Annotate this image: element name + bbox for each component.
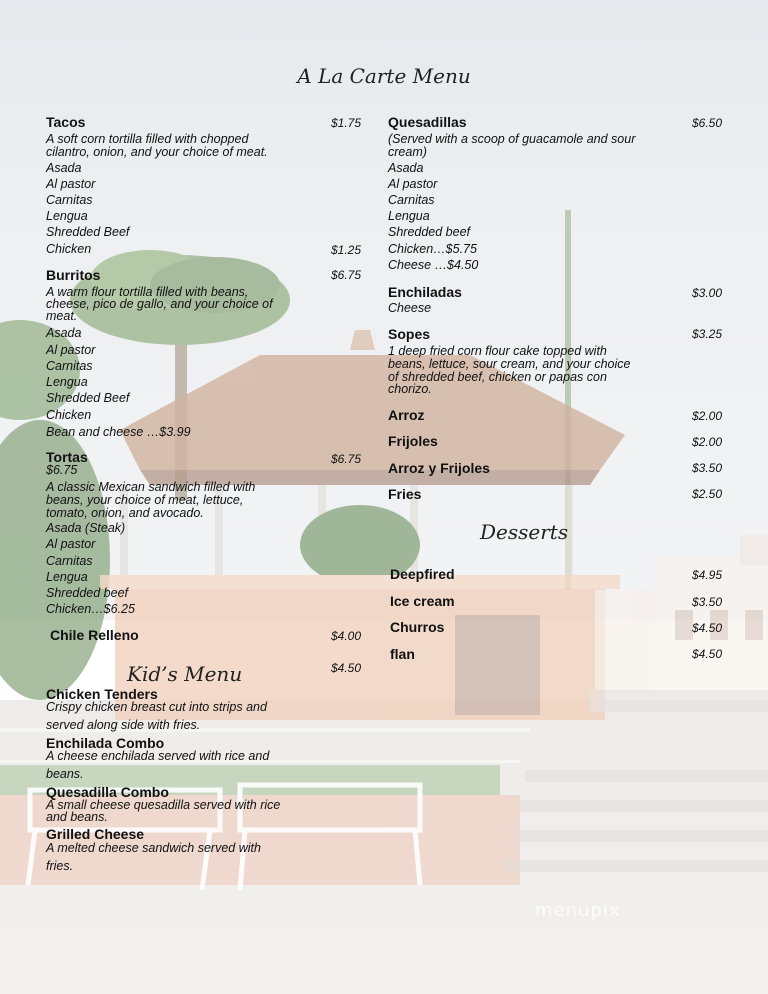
- enchiladas-price: $3.00: [692, 286, 723, 300]
- burritos-item: Bean and cheese …$3.99: [46, 425, 191, 439]
- sopes-desc-line: chorizo.: [388, 382, 432, 396]
- kids-item-name: Grilled Cheese: [46, 826, 145, 842]
- kids-item-desc-line: A cheese enchilada served with rice and: [46, 749, 270, 763]
- tacos-item: Asada: [46, 161, 82, 175]
- tortas-item: Carnitas: [46, 554, 93, 568]
- sopes-heading: Sopes: [388, 326, 431, 342]
- kids-item-name: Enchilada Combo: [46, 735, 165, 751]
- tacos-item: Chicken: [46, 242, 92, 256]
- side-price: $2.00: [692, 409, 723, 423]
- burritos-desc-line: meat.: [46, 309, 78, 323]
- enchiladas-heading: Enchiladas: [388, 284, 462, 300]
- tortas-item: Chicken…$6.25: [46, 602, 135, 616]
- dessert-price: $3.50: [692, 595, 723, 609]
- dessert-price: $4.50: [692, 621, 723, 635]
- kids-menu-price: $4.50: [331, 661, 362, 675]
- burritos-desc-line: A warm flour tortilla filled with beans,: [46, 285, 249, 299]
- tacos-chicken-price: $1.25: [331, 243, 362, 257]
- burritos-item: Al pastor: [46, 343, 96, 357]
- quesadillas-price: $6.50: [692, 116, 723, 130]
- side-price: $2.50: [692, 487, 723, 501]
- quesadillas-heading: Quesadillas: [388, 114, 467, 130]
- quesadillas-item: Al pastor: [388, 177, 438, 191]
- side-price: $2.00: [692, 435, 723, 449]
- quesadillas-item: Lengua: [388, 209, 430, 223]
- tortas-desc-line: beans, your choice of meat, lettuce,: [46, 493, 244, 507]
- kids-item-desc-line: A melted cheese sandwich served with: [46, 841, 261, 855]
- quesadillas-item: Asada: [388, 161, 424, 175]
- tortas-heading: Tortas: [46, 449, 88, 465]
- side-name: Frijoles: [388, 433, 438, 449]
- dessert-name: flan: [390, 646, 415, 662]
- dessert-name: Churros: [390, 619, 445, 635]
- tortas-item: Lengua: [46, 570, 88, 584]
- quesadillas-desc-line: (Served with a scoop of guacamole and sour: [388, 132, 636, 146]
- kids-item-desc-line: served along side with fries.: [46, 718, 201, 732]
- burritos-item: Shredded Beef: [46, 391, 130, 405]
- dessert-price: $4.50: [692, 647, 723, 661]
- kids-item-desc-line: A small cheese quesadilla served with rice: [46, 798, 281, 812]
- tacos-desc-line: cilantro, onion, and your choice of meat.: [46, 145, 268, 159]
- sopes-price: $3.25: [692, 327, 723, 341]
- tortas-subprice: $6.75: [46, 463, 78, 477]
- tacos-desc-line: A soft corn tortilla filled with chopped: [46, 132, 249, 146]
- enchiladas-sub: Cheese: [388, 301, 432, 315]
- tortas-desc-line: tomato, onion, and avocado.: [46, 506, 204, 520]
- burritos-item: Lengua: [46, 375, 88, 389]
- kids-item-name: Chicken Tenders: [46, 686, 158, 702]
- side-name: Fries: [388, 486, 422, 502]
- side-name: Arroz: [388, 407, 425, 423]
- kids-menu-title: Kid’s Menu: [127, 662, 243, 686]
- tacos-item: Al pastor: [46, 177, 96, 191]
- tortas-item: Al pastor: [46, 537, 96, 551]
- tacos-heading: Tacos: [46, 114, 86, 130]
- tacos-item: Shredded Beef: [46, 225, 130, 239]
- desserts-title: Desserts: [480, 520, 569, 544]
- tacos-price: $1.75: [331, 116, 362, 130]
- quesadillas-item: Chicken…$5.75: [388, 242, 477, 256]
- kids-item-name: Quesadilla Combo: [46, 784, 169, 800]
- burritos-desc-line: cheese, pico de gallo, and your choice of: [46, 297, 273, 311]
- side-name: Arroz y Frijoles: [388, 460, 490, 476]
- kids-item-desc-line: fries.: [46, 859, 74, 873]
- tacos-item: Carnitas: [46, 193, 93, 207]
- burritos-price: $6.75: [331, 268, 362, 282]
- sopes-desc-line: of shredded beef, chicken or papas con: [388, 370, 607, 384]
- kids-item-desc-line: beans.: [46, 767, 84, 781]
- quesadillas-desc-line: cream): [388, 145, 427, 159]
- watermark: menupix: [535, 900, 621, 921]
- burritos-item: Carnitas: [46, 359, 93, 373]
- sopes-desc-line: beans, lettuce, sour cream, and your choice: [388, 357, 631, 371]
- tortas-desc-line: A classic Mexican sandwich filled with: [46, 480, 256, 494]
- chile-relleno-price: $4.00: [331, 629, 362, 643]
- tortas-item: Shredded beef: [46, 586, 129, 600]
- sopes-desc-line: 1 deep fried corn flour cake topped with: [388, 344, 607, 358]
- burritos-heading: Burritos: [46, 267, 101, 283]
- burritos-item: Chicken: [46, 408, 92, 422]
- quesadillas-item: Carnitas: [388, 193, 435, 207]
- kids-item-desc-line: Crispy chicken breast cut into strips and: [46, 700, 267, 714]
- tortas-item: Asada (Steak): [46, 521, 126, 535]
- tacos-item: Lengua: [46, 209, 88, 223]
- dessert-name: Deepfired: [390, 566, 455, 582]
- quesadillas-item: Shredded beef: [388, 225, 471, 239]
- dessert-name: Ice cream: [390, 593, 455, 609]
- quesadillas-item: Cheese …$4.50: [388, 258, 479, 272]
- kids-item-desc-line: and beans.: [46, 810, 108, 824]
- burritos-item: Asada: [46, 326, 82, 340]
- dessert-price: $4.95: [692, 568, 723, 582]
- chile-relleno-heading: Chile Relleno: [50, 627, 139, 643]
- side-price: $3.50: [692, 461, 723, 475]
- tortas-price: $6.75: [331, 452, 362, 466]
- menu-title: A La Carte Menu: [297, 64, 471, 88]
